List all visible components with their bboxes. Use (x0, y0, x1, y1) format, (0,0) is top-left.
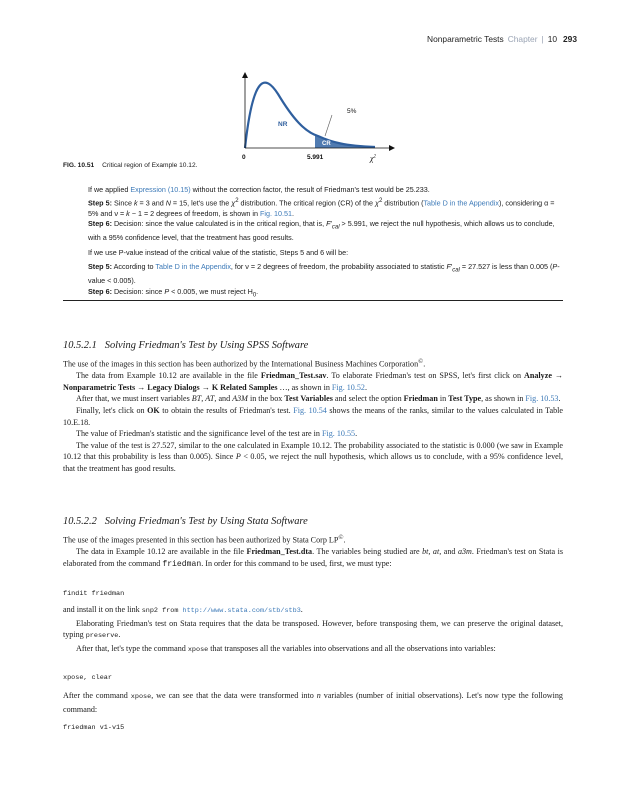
box-step6-pvalue: Step 6: Decision: since P < 0.005, we must reject $H_0$. (88, 287, 259, 299)
code-friedman: friedman v1-v15 (63, 724, 125, 732)
expression-link[interactable]: Expression (10.15) (130, 185, 191, 194)
figure-caption (63, 162, 197, 169)
stata-paragraph-2: The data in Example 10.12 are available in the file Friedman_Test.dta. The variables being studied are bt, at, and a3m. Friedman's test on Stata is elaborated from the command friedman. In order for this command to be used, first, we must type: (63, 547, 564, 569)
caption-text: Critical region of Example 10.12. (102, 162, 198, 169)
chi-square-symbol: $\chi^2$ (370, 154, 377, 163)
axis-zero-label: 0 (242, 154, 246, 161)
box-divider (63, 300, 563, 301)
fig-link[interactable]: Fig. 10.52 (331, 382, 365, 392)
section-stata-body-3 (63, 690, 563, 715)
header-divider: | (541, 34, 544, 44)
stata-paragraph-5: After that, let's type the command xpose that transposes all the variables into observations and all the observations into variables: (76, 643, 496, 654)
spss-paragraph-3: After that, we must insert variables BT, AT, and A3M in the box Test Variables and select the option Friedman in Test Type, as shown in Fig. 10.53. (76, 394, 561, 404)
five-pct-pointer (325, 115, 332, 136)
code-findit: findit friedman (63, 590, 125, 598)
cr-label: CR (322, 141, 331, 147)
section-spss-body (63, 356, 563, 475)
header-chapter: Chapter (507, 34, 538, 44)
box-step6: Step 6: Decision: since the value calculated is in the critical region, that is, $F'_{cal} > 5.991$, we reject the null hypothesis, which allows us to conclude, with a 95% confidence level, that the treatment has good results. (88, 219, 555, 243)
box-step5-pvalue: Step 5: According to Table D in the Appendix, for ν = 2 degrees of freedom, the probability associated to statistic $F'_{cal} = 27.527$ is less than 0.005 (P-value < 0.005). (88, 262, 560, 286)
spss-paragraph-1: The use of the images in this section has been authorized by the International Business Machines Corporation©. (63, 358, 426, 369)
box-step5: Step 5: Since k = 3 and N = 15, let's use the $\chi^2$ distribution. The critical region (CR) of the $\chi^2$ distribution (Table D in the Appendix), considering α = 5% and ν = k − 1 = 2 degrees of freedom, is shown in Fig. 10.51. (88, 197, 555, 218)
critical-value-label: 5.991 (307, 154, 324, 161)
x-axis-arrow (389, 145, 395, 151)
stata-url-link[interactable]: http://www.stata.com/stb/stb3 (182, 607, 301, 615)
distribution-curve (245, 83, 375, 148)
spss-paragraph-4: Finally, let's click on OK to obtain the results of Friedman's test. Fig. 10.54 shows the means of the ranks, similar to the values calculated in Table 10.E.18. (63, 406, 563, 427)
box-pvalue-intro: If we use P-value instead of the critical value of the statistic, Steps 5 and 6 will be: (88, 247, 349, 257)
nr-label: NR (278, 121, 288, 128)
table-d-link[interactable]: Table D in the Appendix (155, 262, 231, 272)
chi-square-diagram (215, 64, 415, 182)
spss-paragraph-6: The value of the test is 27.527, similar to the one calculated in Example 10.12. The probability associated to the statistic is 0.000 (we saw in Example 10.12 that this probability is less than 0.005). Since P < 0.05, we reject the null hypothesis, which allows us to conclude, with a 95% confidence level, that the treatment has good results. (63, 440, 563, 474)
fig-link[interactable]: Fig. 10.51 (260, 208, 292, 218)
section-stata-body-2 (63, 604, 563, 656)
fig-link[interactable]: Fig. 10.54 (293, 406, 327, 416)
section-title-stata: 10.5.2.2 Solving Friedman's Test by Using Stata Software (63, 516, 308, 527)
stata-paragraph-4: Elaborating Friedman's test on Stata requires that the data be transposed. However, before transposing them, we can preserve the original dataset, typing preserve. (63, 618, 563, 641)
header-chapter-number: 10 (547, 34, 558, 44)
fig-link[interactable]: Fig. 10.55 (322, 429, 356, 439)
figure-number: FIG. 10.51 (63, 162, 95, 169)
stata-paragraph-1: The use of the images presented in this section has been authorized by Stata Corp LP©. (63, 534, 346, 545)
critical-region-figure (215, 64, 415, 182)
y-axis-arrow (242, 72, 248, 78)
table-d-link[interactable]: Table D in the Appendix (423, 197, 499, 207)
spss-paragraph-2: The data from Example 10.12 are available in the file Friedman_Test.sav. To elaborate Friedman's test on SPSS, let's first click on Analyze → Nonparametric Tests → Legacy Dialogs → K Related Samples …, as shown in Fig. 10.52. (63, 371, 564, 392)
section-stata-body-1 (63, 532, 563, 570)
section-title-spss: 10.5.2.1 Solving Friedman's Test by Using SPSS Software (63, 340, 309, 351)
fig-link[interactable]: Fig. 10.53 (525, 394, 559, 404)
box-paragraph-1: If we applied Expression (10.15) without the correction factor, the result of Friedman's test would be 25.233. (88, 185, 430, 194)
worked-steps-box (88, 185, 563, 301)
stata-paragraph-6: After the command xpose, we can see that the data were transformed into n variables (number of initial observations). Let's now type the following command: (63, 691, 563, 714)
stata-paragraph-3: and install it on the link snp2 from http://www.stata.com/stb/stb3. (63, 605, 303, 615)
critical-region-shade (245, 83, 375, 148)
spss-paragraph-5: The value of Friedman's statistic and the significance level of the test are in Fig. 10.55. (76, 429, 358, 439)
running-header (427, 34, 577, 44)
code-xpose: xpose, clear (63, 674, 112, 682)
header-section: Nonparametric Tests (427, 34, 504, 44)
page-number: 293 (563, 34, 577, 44)
five-percent-label: 5% (347, 108, 357, 115)
